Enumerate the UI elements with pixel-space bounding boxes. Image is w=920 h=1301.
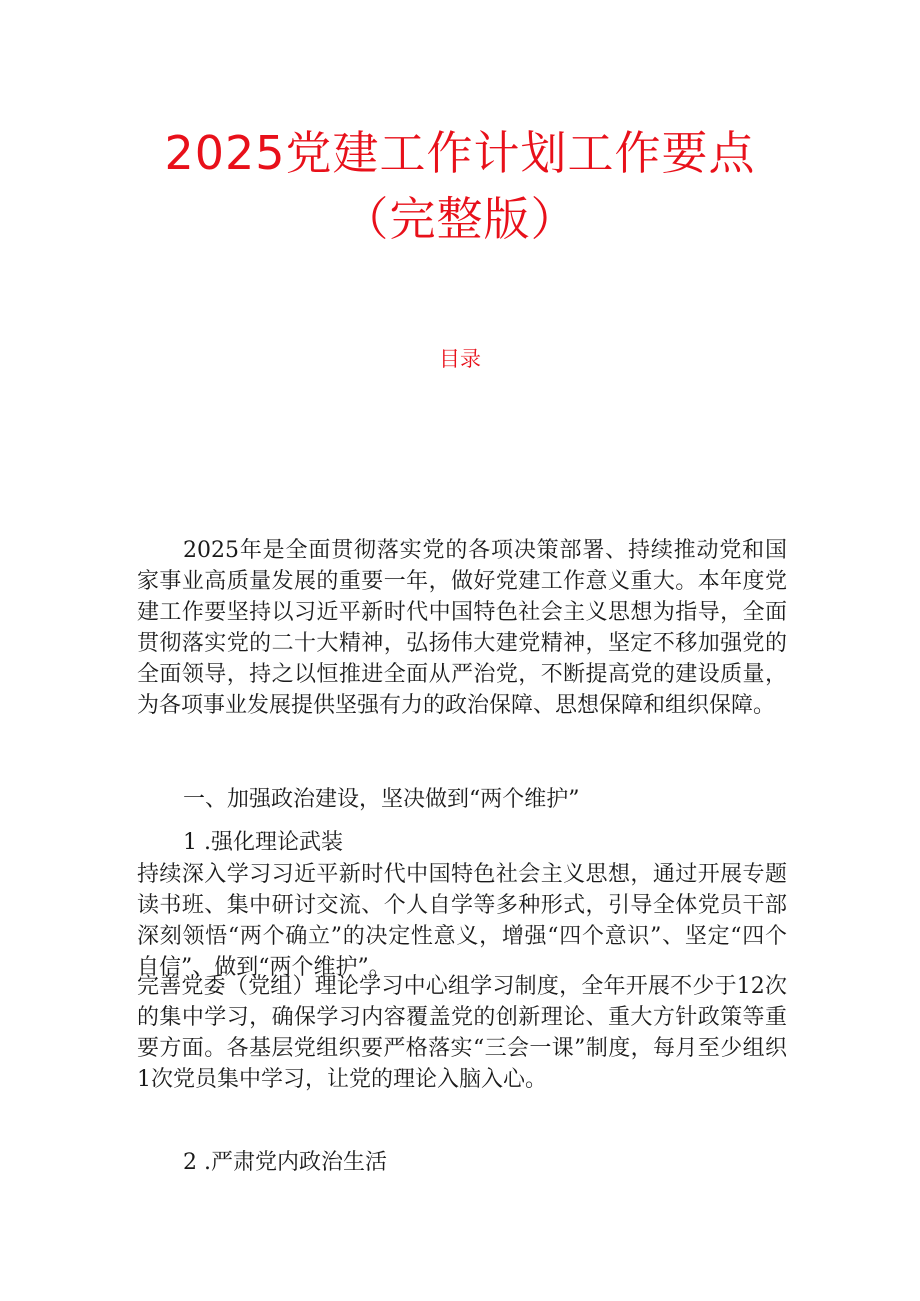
document-title: 2025党建工作计划工作要点（完整版） bbox=[164, 126, 756, 246]
subsection-1-heading: 1 .强化理论武装 bbox=[183, 830, 343, 855]
subsection-2-heading: 2 .严肃党内政治生活 bbox=[183, 1150, 387, 1175]
subsection-1-paragraph-2: 完善党委（党组）理论学习中心组学习制度，全年开展不少于12次的集中学习，确保学习内容覆盖党的创新理论、重大方针政策等重要方面。各基层党组织要严格落实“三会一课”制度，每月至少组织1次党员集中学习，让党的理论入脑入心。 bbox=[137, 974, 787, 1092]
intro-paragraph: 2025年是全面贯彻落实党的各项决策部署、持续推动党和国家事业高质量发展的重要一年，做好党建工作意义重大。本年度党建工作要坚持以习近平新时代中国特色社会主义思想为指导，全面贯彻落实党的二十大精神，弘扬伟大建党精神，坚定不移加强党的全面领导，持之以恒推进全面从严治党，不断提高党的建设质量，为各项事业发展提供坚强有力的政治保障、思想保障和组织保障。 bbox=[137, 538, 787, 718]
table-of-contents-label: 目录 bbox=[439, 347, 481, 371]
subsection-1-paragraph-1: 持续深入学习习近平新时代中国特色社会主义思想，通过开展专题读书班、集中研讨交流、个人自学等多种形式，引导全体党员干部深刻领悟“两个确立”的决定性意义，增强“四个意识”、坚定“四个自信”、做到“两个维护”。 bbox=[137, 862, 787, 980]
section-1-heading: 一、加强政治建设，坚决做到“两个维护” bbox=[183, 787, 580, 812]
